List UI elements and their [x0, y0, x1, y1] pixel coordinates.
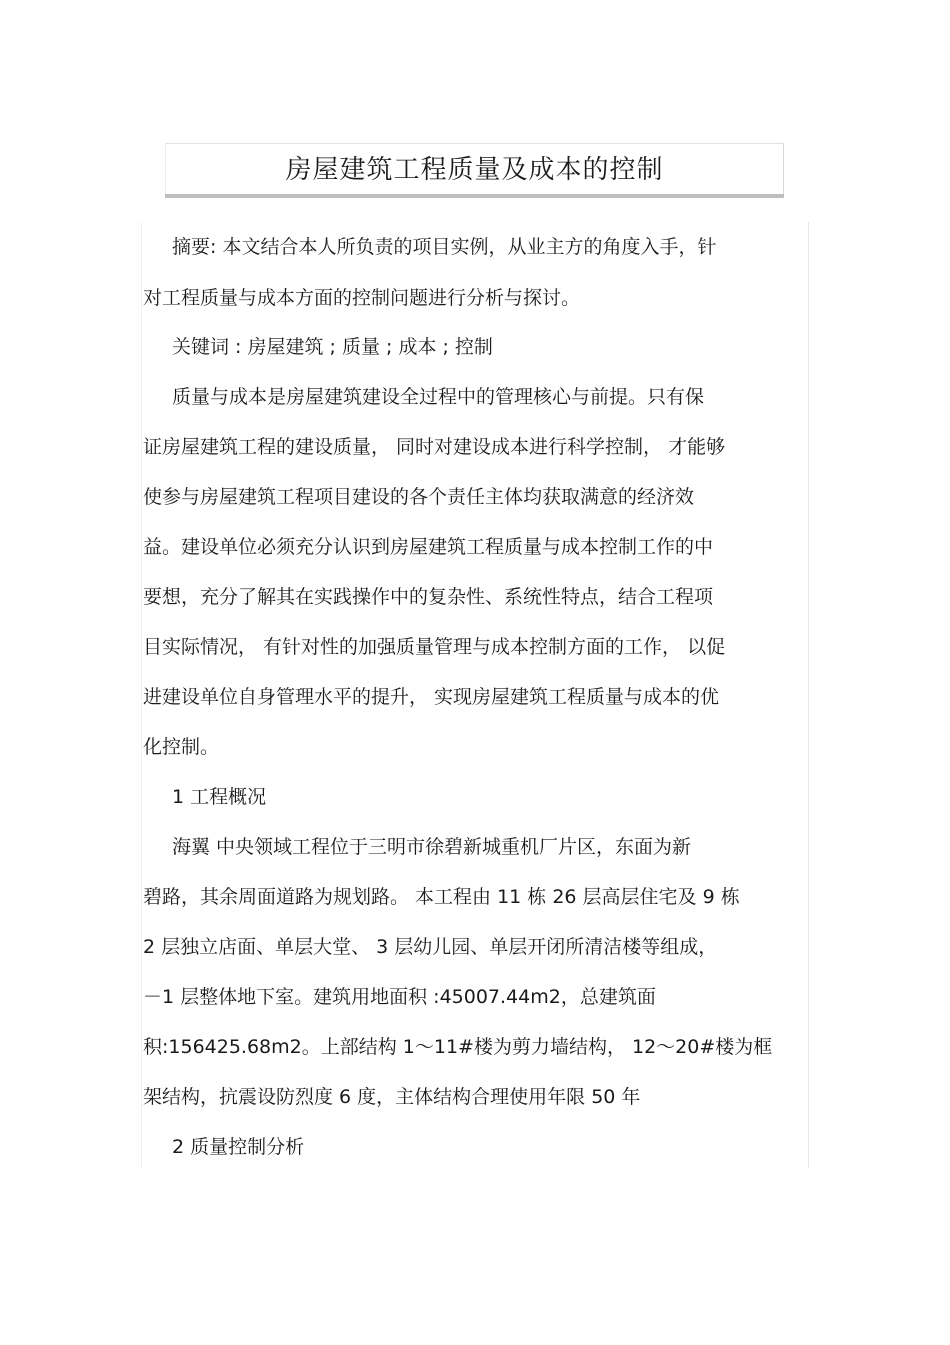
overview-line-3: 2 层独立店面、单层大堂、 3 层幼儿园、单层开闭所清洁楼等组成， — [143, 936, 718, 958]
paragraph-line-7: 进建设单位自身管理水平的提升， 实现房屋建筑工程质量与成本的优 — [143, 686, 720, 708]
overview-line-1: 海翼 中央领域工程位于三明市徐碧新城重机厂片区，东面为新 — [172, 836, 692, 858]
section-heading-1: 1 工程概况 — [172, 786, 267, 808]
paragraph-line-8: 化控制。 — [143, 736, 220, 758]
document-title: 房屋建筑工程质量及成本的控制 — [285, 155, 664, 185]
paragraph-line-4: 益。建设单位必须充分认识到房屋建筑工程质量与成本控制工作的中 — [143, 536, 714, 558]
section-heading-2: 2 质量控制分析 — [172, 1136, 305, 1158]
overview-line-5: 积:156425.68m2。上部结构 1～11#楼为剪力墙结构， 12～20#楼为框 — [143, 1036, 773, 1058]
title-box — [165, 143, 784, 194]
abstract-line-2: 对工程质量与成本方面的控制问题进行分析与探讨。 — [143, 287, 581, 309]
paragraph-line-3: 使参与房屋建筑工程项目建设的各个责任主体均获取满意的经济效 — [143, 486, 695, 508]
paragraph-line-2: 证房屋建筑工程的建设质量， 同时对建设成本进行科学控制， 才能够 — [143, 436, 726, 458]
keywords-line: 关键词 : 房屋建筑 ; 质量 ; 成本 ; 控制 — [172, 336, 493, 358]
paragraph-line-5: 要想，充分了解其在实践操作中的复杂性、系统性特点，结合工程项 — [143, 586, 714, 608]
overview-line-6: 架结构，抗震设防烈度 6 度，主体结构合理使用年限 50 年 — [143, 1086, 641, 1108]
paragraph-line-1: 质量与成本是房屋建筑建设全过程中的管理核心与前提。只有保 — [172, 386, 705, 408]
overview-line-4: －1 层整体地下室。建筑用地面积 :45007.44m2，总建筑面 — [143, 986, 656, 1008]
overview-line-2: 碧路，其余周面道路为规划路。 本工程由 11 栋 26 层高层住宅及 9 栋 — [143, 886, 740, 908]
paragraph-line-6: 目实际情况， 有针对性的加强质量管理与成本控制方面的工作， 以促 — [143, 636, 726, 658]
abstract-line-1: 摘要: 本文结合本人所负责的项目实例，从业主方的角度入手，针 — [172, 236, 717, 258]
